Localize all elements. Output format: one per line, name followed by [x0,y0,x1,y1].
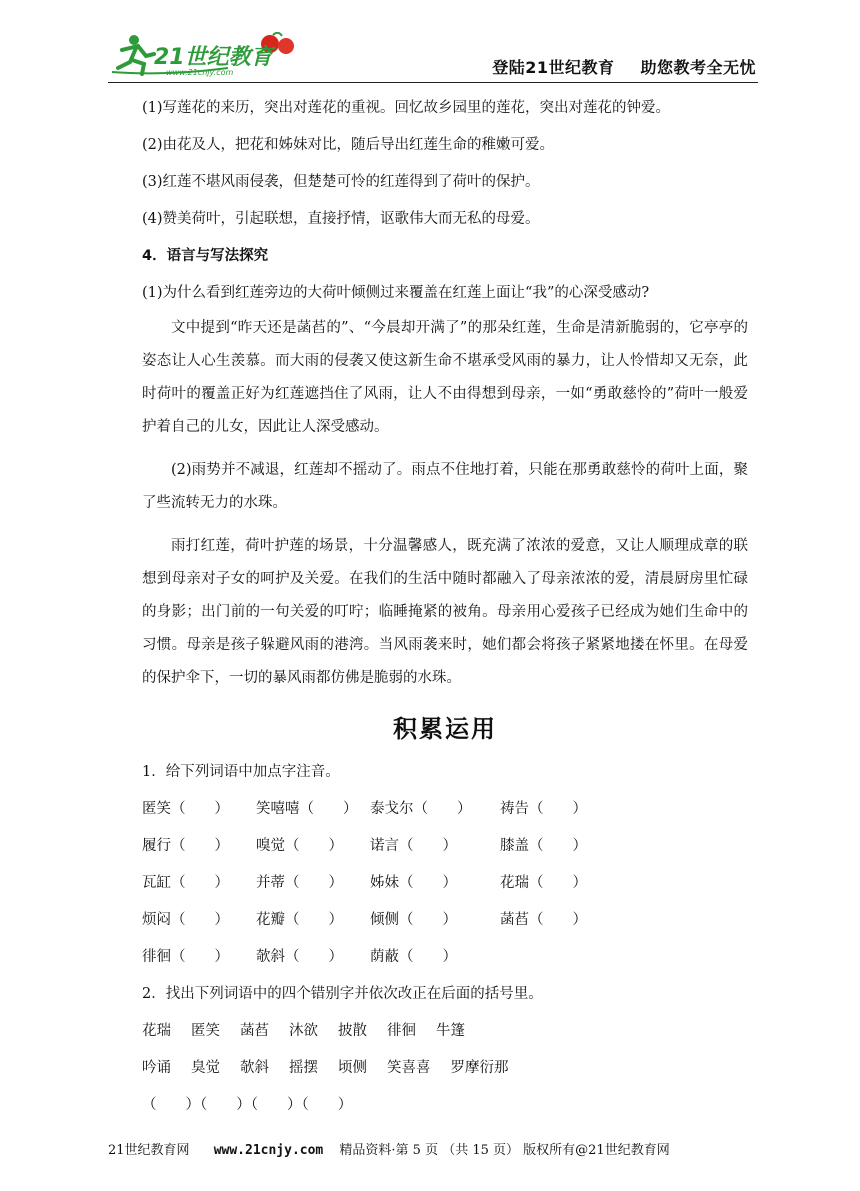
exercise-item: 并蒂（ ） [256,875,343,891]
exercise-item: 泰戈尔（ ） [370,801,472,817]
exercise-item: 膝盖（ ） [500,838,587,854]
structure-item: (2)由花及人，把花和姊妹对比，随后导出红莲生命的稚嫩可爱。 [142,137,555,153]
word: 沐欲 [289,1023,318,1039]
section4-heading: 4．语言与写法探究 [142,248,269,264]
page-content [142,90,748,1124]
word: 牛篷 [436,1023,465,1039]
slogan-right: 助您教考全无忧 [640,58,756,77]
page-header [108,28,758,83]
exercise-row [142,902,748,939]
exercise-item: 姊妹（ ） [370,875,457,891]
exercise-item: 匿笑（ ） [142,801,229,817]
word: 臭觉 [191,1060,220,1076]
question-2: (2)雨势并不减退，红莲却不摇动了。雨点不住地打着，只能在那勇敢慈怜的荷叶上面，聚了些流转无力的水珠。 [142,462,748,511]
slogan-left: 登陆21世纪教育 [492,58,615,77]
exercise-item: 烦闷（ ） [142,912,229,928]
answer-1: 文中提到“昨天还是菡萏的”、“今晨却开满了”的那朵红莲，生命是清新脆弱的，它亭亭的姿态让人心生羡慕。而大雨的侵袭又使这新生命不堪承受风雨的暴力，让人怜惜却又无奈，此时荷叶的覆盖正好为红莲遮挡住了风雨，让人不由得想到母亲，一如“勇敢慈怜的”荷叶一般爱护着自己的儿女，因此让人深受感动。 [142,320,748,435]
question-1: (1)为什么看到红莲旁边的大荷叶倾侧过来覆盖在红莲上面让“我”的心深受感动? [142,285,650,301]
page-footer [108,1139,768,1158]
footer-site: 21世纪教育网 [108,1143,190,1158]
word: 菡萏 [240,1023,269,1039]
exercise-item: 花瑞（ ） [500,875,587,891]
exercise-item: 徘徊（ ） [142,949,229,965]
exercise-row [142,939,748,976]
answer-2: 雨打红莲，荷叶护莲的场景，十分温馨感人，既充满了浓浓的爱意，又让人顺理成章的联想到母亲对子女的呵护及关爱。在我们的生活中随时都融入了母亲浓浓的爱，清晨厨房里忙碌的身影；出门前的一句关爱的叮咛；临睡掩紧的被角。母亲用心爱孩子已经成为她们生命中的习惯。母亲是孩子躲避风雨的港湾。当风雨袭来时，她们都会将孩子紧紧地搂在怀里。在母爱的保护伞下，一切的暴风雨都仿佛是脆弱的水珠。 [142,538,748,686]
exercise-item: 花瓣（ ） [256,912,343,928]
footer-url[interactable]: www.21cnjy.com [213,1143,324,1158]
word: 吟诵 [142,1060,171,1076]
exercise-item: 倾侧（ ） [370,912,457,928]
exercise-2-title: 2．找出下列词语中的四个错别字并依次改正在后面的括号里。 [142,986,543,1002]
word: 花瑞 [142,1023,171,1039]
word: 笑喜喜 [387,1060,431,1076]
logo-text: 21世纪教育 [154,45,273,70]
word: 披散 [338,1023,367,1039]
word: 徘徊 [387,1023,416,1039]
exercise-1-title: 1．给下列词语中加点字注音。 [142,764,340,780]
exercise-item: 履行（ ） [142,838,229,854]
logo-21cnjy [108,32,308,78]
logo-url: www.21cnjy.com [166,68,234,77]
word: 罗摩衍那 [450,1060,509,1076]
exercise-2-blanks: （ ）（ ）（ ）（ ） [142,1097,353,1113]
exercise-item: 欹斜（ ） [256,949,343,965]
exercise-item: 笑嘻嘻（ ） [256,801,358,817]
section-title: 积累运用 [393,715,497,743]
word: 匿笑 [191,1023,220,1039]
exercise-item: 祷告（ ） [500,801,587,817]
exercise-2-words-line2 [142,1050,748,1087]
word: 顷侧 [338,1060,367,1076]
word: 欹斜 [240,1060,269,1076]
word: 摇摆 [289,1060,318,1076]
exercise-row [142,791,748,828]
exercise-2-words-line1 [142,1013,748,1050]
header-slogan [492,55,756,78]
exercise-row [142,865,748,902]
exercise-item: 荫蔽（ ） [370,949,457,965]
exercise-item: 诺言（ ） [370,838,457,854]
exercise-item: 嗅觉（ ） [256,838,343,854]
exercise-item: 菡萏（ ） [500,912,587,928]
exercise-row [142,828,748,865]
exercise-1-grid [142,791,748,976]
structure-item: (4)赞美荷叶，引起联想，直接抒情，讴歌伟大而无私的母爱。 [142,211,540,227]
structure-item: (3)红莲不堪风雨侵袭，但楚楚可怜的红莲得到了荷叶的保护。 [142,174,540,190]
structure-item: (1)写莲花的来历，突出对莲花的重视。回忆故乡园里的莲花，突出对莲花的钟爱。 [142,100,671,116]
exercise-item: 瓦缸（ ） [142,875,229,891]
footer-info: 精品资料·第 5 页 （共 15 页） 版权所有@21世纪教育网 [339,1143,670,1158]
